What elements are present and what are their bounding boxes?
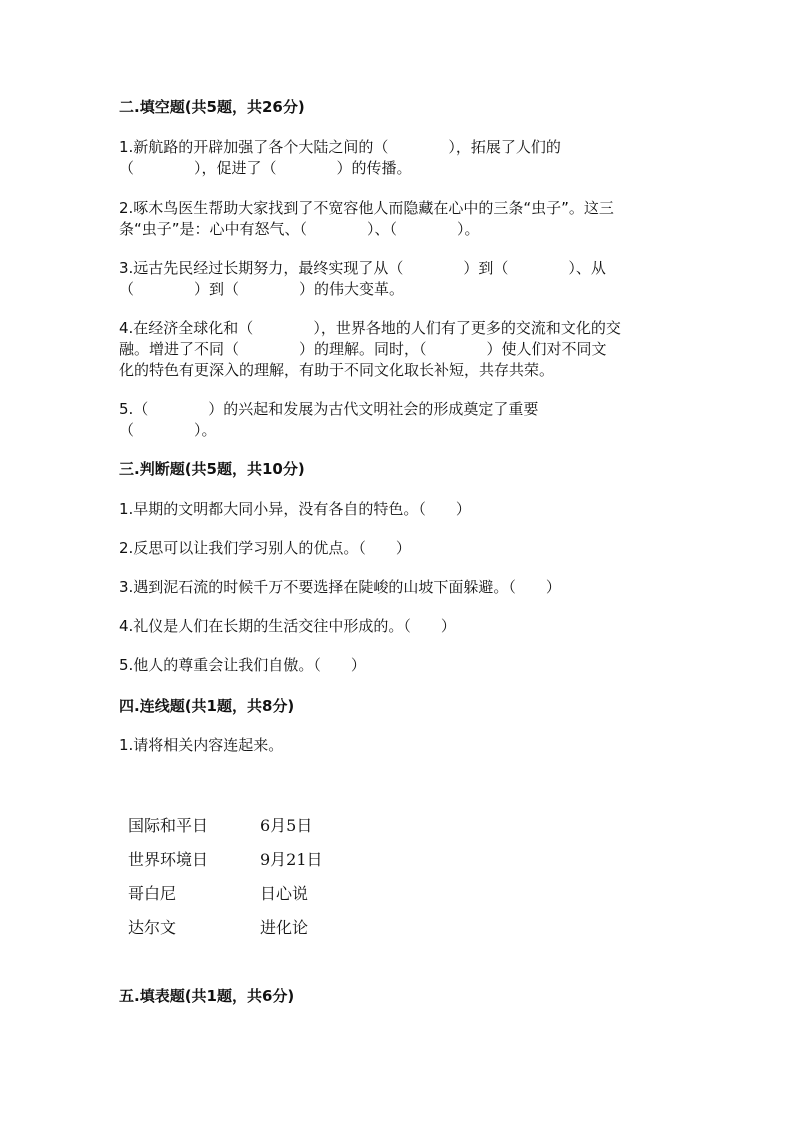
match-right-item: 日心说: [260, 884, 309, 903]
judge-question-4: 4.礼仪是人们在长期的生活交往中形成的。（ ）: [119, 617, 456, 635]
question-line: （ ）到（ ）的伟大变革。: [119, 280, 405, 298]
question-line: （ ），促进了（ ）的传播。: [119, 159, 412, 177]
question-line: 3.远古先民经过长期努力，最终实现了从（ ）到（ ）、从: [119, 259, 606, 277]
judge-question-2: 2.反思可以让我们学习别人的优点。（ ）: [119, 539, 411, 557]
judge-question-1: 1.早期的文明都大同小异，没有各自的特色。（ ）: [119, 500, 471, 518]
match-right-item: 6月5日: [260, 816, 313, 835]
section-judge-heading: 三.判断题(共5题，共10分): [119, 460, 305, 478]
question-line: 条“虫子”是：心中有怒气、（ ）、（ ）。: [119, 220, 480, 238]
question-line: （ ）。: [119, 421, 217, 439]
section-match-heading: 四.连线题(共1题，共8分): [119, 697, 295, 715]
question-line: 4.在经济全球化和（ ），世界各地的人们有了更多的交流和文化的交: [119, 319, 621, 337]
question-line: 1.新航路的开辟加强了各个大陆之间的（ ），拓展了人们的: [119, 138, 561, 156]
judge-question-5: 5.他人的尊重会让我们自傲。（ ）: [119, 656, 366, 674]
section-fill-heading: 二.填空题(共5题，共26分): [119, 98, 305, 116]
match-left-item: 哥白尼: [128, 884, 177, 903]
section-table-heading: 五.填表题(共1题，共6分): [119, 987, 295, 1005]
question-line: 2.啄木鸟医生帮助大家找到了不宽容他人而隐藏在心中的三条“虫子”。这三: [119, 199, 614, 217]
question-line: 融。增进了不同（ ）的理解。同时，（ ）使人们对不同文: [119, 340, 607, 358]
question-line: 化的特色有更深入的理解，有助于不同文化取长补短，共存共荣。: [119, 361, 555, 379]
match-right-item: 9月21日: [260, 850, 323, 869]
match-prompt: 1.请将相关内容连起来。: [119, 736, 284, 754]
judge-question-3: 3.遇到泥石流的时候千万不要选择在陡峻的山坡下面躲避。（ ）: [119, 578, 561, 596]
match-left-item: 达尔文: [128, 918, 177, 937]
match-left-item: 世界环境日: [128, 850, 209, 869]
match-right-item: 进化论: [260, 918, 309, 937]
question-line: 5.（ ）的兴起和发展为古代文明社会的形成奠定了重要: [119, 400, 539, 418]
match-left-item: 国际和平日: [128, 816, 209, 835]
